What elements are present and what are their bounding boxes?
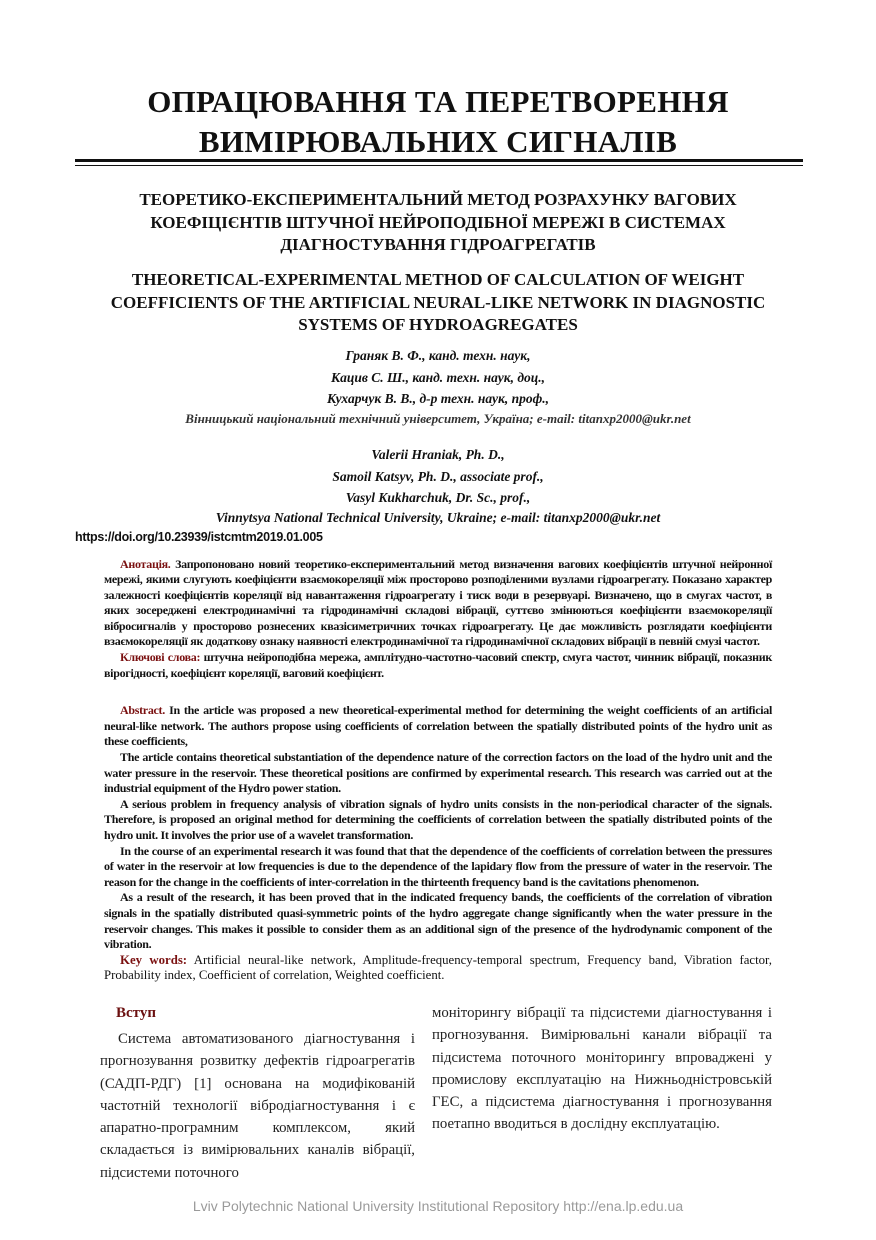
author: Samoil Katsyv, Ph. D., associate prof.,	[332, 468, 544, 484]
keywords-label: Ключові слова:	[120, 650, 201, 665]
author: Vasyl Kukharchuk, Dr. Sc., prof.,	[345, 490, 531, 505]
title-ua	[0, 189, 876, 257]
annotation-label: Анотація.	[120, 556, 171, 571]
affiliation-ua: Вінницький національний технічний університет, Україна; e-mail: titanxp2000@ukr.net	[185, 410, 691, 426]
affiliation-en: Vinnytsya National Technical University, Ukraine; e-mail: titanxp2000@ukr.net	[215, 509, 661, 525]
title-line: ТЕОРЕТИКО-ЕКСПЕРИМЕНТАЛЬНИЙ МЕТОД РОЗРАХУНКУ ВАГОВИХ	[139, 190, 737, 209]
section-title-line: ВИМІРЮВАЛЬНИХ СИГНАЛІВ	[198, 124, 678, 159]
intro-paragraph: Система автоматизованого діагностування і прогнозування розвитку дефектів гідроагрегатів (САДП-РДГ) [1] основана на модифікованій частотній технології вібродіагностування і є апаратно-програмним комплексом, який складається із вимірювальних каналів вібрації, підсистеми поточного	[100, 1030, 415, 1181]
keywords-label: Key words:	[120, 952, 188, 967]
abstract-paragraph: In the article was proposed a new theoretical-experimental method for determining the weight coefficients of an artificial neural-like network. The authors propose using coefficients of correlation between the spatially distributed points of the hydro unit as these coefficients,	[104, 703, 773, 749]
title-line: COEFFICIENTS OF THE ARTIFICIAL NEURAL-LIKE NETWORK IN DIAGNOSTIC	[110, 292, 766, 312]
intro-section	[100, 1002, 772, 1184]
abstract-label: Abstract.	[120, 703, 165, 718]
keywords-text: Artificial neural-like network, Amplitude-frequency-temporal spectrum, Frequency band, Vibration factor, Probability index, Coefficient of correlation, Weighted coefficient.	[104, 952, 772, 983]
doi-link[interactable]: https://doi.org/10.23939/istcmtm2019.01.005	[75, 529, 323, 544]
divider	[75, 165, 803, 166]
title-line: SYSTEMS OF HYDROAGREGATES	[298, 315, 578, 334]
keywords-text: штучна нейроподібна мережа, амплітудно-частотно-часовий спектр, смуга частот, чинник вібрації, показник вірогідності, коефіцієнт кореляції, ваговий коефіцієнт.	[104, 650, 773, 680]
title-line: THEORETICAL-EXPERIMENTAL METHOD OF CALCULATION OF WEIGHT	[131, 270, 745, 289]
annotation-text: Запропоновано новий теоретико-експериментальний метод визначення вагових коефіцієнтів штучної нейронної мережі, якими слугують коефіцієнти взаємокореляції між просторово розподіленими вузлами гідроагрегату. Показано характер залежності коефіцієнтів кореляції від навантаження гідроагрегату і тиск води в резервуарі. Визначено, що в смугах частот, в яких зосереджені електродинамічні та гідродинамічні складові вібрації, суттєво змінюються коефіцієнти взаємокореляції вібросигналів у просторово рознесених квазісиметричних точках гідроагрегату. Це дає можливість розглядати коефіцієнти взаємокореляції як додаткову ознаку наявності електродинамічної та гідродинамічної складових вібрації в певній смузі частот.	[104, 556, 772, 649]
section-title	[0, 82, 876, 162]
abstract	[104, 703, 772, 984]
intro-right-column	[432, 1002, 772, 1184]
body-flow	[0, 444, 876, 1184]
title-line: ДІАГНОСТУВАННЯ ГІДРОАГРЕГАТІВ	[280, 235, 596, 254]
abstract-paragraph: As a result of the research, it has been proved that in the indicated frequency bands, the coefficients of the correlation of vibration signals in the spatially distributed quasi-symmetric points of the hydro aggregate change significantly when the water pressure in the reservoir changes. This makes it possible to consider them as an additional sign of the presence of the hydrodynamic component of the vibration.	[104, 890, 772, 952]
authors-ua	[0, 345, 876, 428]
author: Граняк В. Ф., канд. техн. наук,	[345, 348, 531, 363]
annotation	[104, 557, 772, 682]
authors-en	[0, 444, 876, 527]
intro-left-column	[100, 1002, 415, 1184]
intro-heading: Вступ	[116, 1004, 156, 1021]
author: Кацив С. Ш., канд. техн. наук, доц.,	[330, 369, 546, 385]
title-line: КОЕФІЦІЄНТІВ ШТУЧНОЇ НЕЙРОПОДІБНОЇ МЕРЕЖІ В СИСТЕМАХ	[150, 212, 726, 232]
divider	[75, 159, 803, 162]
abstract-paragraph: A serious problem in frequency analysis of vibration signals of hydro units consists in the non-periodical character of the signals. Therefore, is proposed an original method for determining the coefficients of correlation between the spatially distributed points of the hydro unit. It involves the prior use of a wavelet transformation.	[104, 796, 772, 842]
intro-paragraph: моніторингу вібрації та підсистеми діагностування і прогнозування. Вимірювальні канали вібрації та підсистема поточного моніторингу впроваджені у промислову експлуатацію на Нижньодністровській ГЕС, а підсистема діагностування і прогнозування поетапно вводиться в дослідну експлуатацію.	[432, 1004, 772, 1133]
author: Кухарчук В. В., д-р техн. наук, проф.,	[327, 391, 549, 406]
abstract-paragraph: In the course of an experimental research it was found that that the dependence of the coefficients of correlation between the pressures of water in the reservoir at low frequencies is due to the dependence of the lapidary flow from the pressure of water in the reservoir. The reason for the change in the coefficients of inter-correlation in the thirteenth frequency band is the cavitations phenomenon.	[104, 843, 772, 889]
section-title-line: ОПРАЦЮВАННЯ ТА ПЕРЕТВОРЕННЯ	[147, 84, 729, 119]
abstract-paragraph: The article contains theoretical substantiation of the dependence nature of the correction factors on the load of the hydro unit and the water pressure in the reservoir. These theoretical positions are confirmed by experimental research. This research was carried out at the industrial equipment of the Hydro power station.	[104, 750, 772, 796]
footer-repository: Lviv Polytechnic National University Institutional Repository http://ena.lp.edu.ua	[192, 1198, 684, 1214]
author: Valerii Hraniak, Ph. D.,	[371, 447, 505, 462]
title-en	[0, 269, 876, 337]
